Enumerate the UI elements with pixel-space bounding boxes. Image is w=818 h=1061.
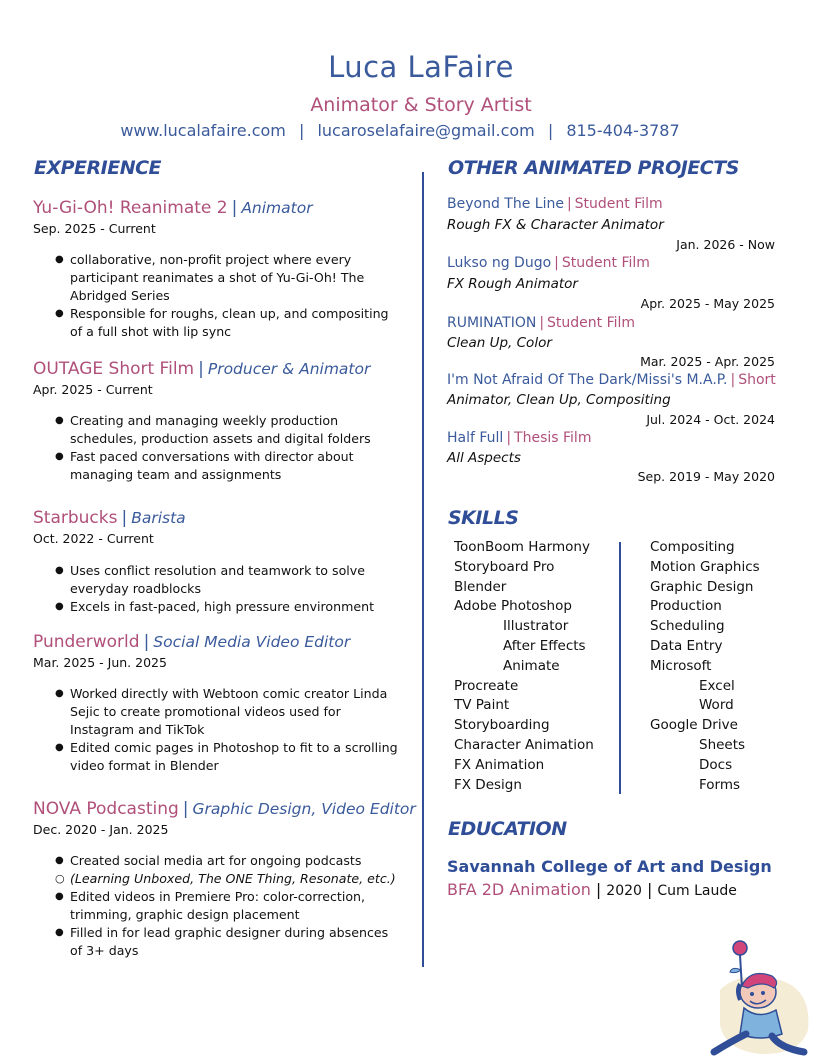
- skill-item: Data Entry: [650, 637, 723, 654]
- job-title: OUTAGE Short Film | Producer & Animator: [33, 359, 371, 379]
- bullet-item: ● Creating and managing weekly production schedules, production assets and digital folders: [55, 412, 400, 448]
- bullet-item: ● Fast paced conversations with director about managing team and assignments: [55, 448, 400, 484]
- job-title: Punderworld | Social Media Video Editor: [33, 632, 351, 652]
- bullet-item: ● Responsible for roughs, clean up, and compositing of a full shot with lip sync: [55, 305, 395, 341]
- project-role: Animator, Clean Up, Compositing: [447, 392, 671, 408]
- project-title: RUMINATION | Student Film: [447, 315, 636, 331]
- job-dates: Apr. 2025 - Current: [33, 382, 153, 397]
- job-dates: Mar. 2025 - Jun. 2025: [33, 655, 167, 670]
- project-role: FX Rough Animator: [447, 276, 578, 292]
- skill-subitem: After Effects: [503, 637, 586, 654]
- skill-item: FX Animation: [454, 756, 545, 773]
- resume-title: Animator & Story Artist: [310, 94, 532, 116]
- project-name: Beyond The Line: [447, 196, 564, 212]
- skill-subitem: Forms: [699, 776, 741, 793]
- project-kind: Thesis Film: [514, 430, 592, 446]
- projects-heading: OTHER ANIMATED PROJECTS: [448, 157, 739, 179]
- skill-item: Graphic Design: [650, 578, 754, 595]
- job-role: Barista: [131, 509, 186, 527]
- job-bullets: [55, 562, 385, 616]
- skill-item: Storyboarding: [454, 717, 550, 734]
- website-link[interactable]: www.lucalafaire.com: [120, 121, 286, 140]
- job-role: Animator: [241, 199, 313, 217]
- skill-subitem: Animate: [503, 657, 560, 674]
- skill-item: Blender: [454, 578, 507, 595]
- school-name: Savannah College of Art and Design: [447, 857, 772, 876]
- bullet-item: ● Filled in for lead graphic designer during absences of 3+ days: [55, 924, 400, 960]
- project-dates: Sep. 2019 - May 2020: [637, 469, 775, 484]
- project-kind: Short: [738, 372, 776, 388]
- skill-item: Microsoft: [650, 657, 712, 674]
- skill-item: Character Animation: [454, 736, 594, 753]
- skill-item: Motion Graphics: [650, 558, 760, 575]
- contact-line: [0, 121, 800, 140]
- project-title: Lukso ng Dugo | Student Film: [447, 255, 650, 271]
- degree-year: 2020: [606, 883, 642, 899]
- project-kind: Student Film: [561, 255, 650, 271]
- skill-item: Compositing: [650, 539, 735, 555]
- job-org: Yu-Gi-Oh! Reanimate 2: [33, 198, 228, 218]
- bullet-subitem: ○ (Learning Unboxed, The ONE Thing, Resonate, etc.): [55, 870, 400, 888]
- bullet-item: ● Excels in fast-paced, high pressure environment: [55, 598, 385, 616]
- skill-subitem: Sheets: [699, 736, 746, 753]
- job-dates: Dec. 2020 - Jan. 2025: [33, 822, 169, 837]
- skill-item: ToonBoom Harmony: [454, 539, 590, 555]
- degree-name: BFA 2D Animation: [447, 880, 591, 899]
- experience-heading: EXPERIENCE: [34, 157, 162, 179]
- job-bullets: [55, 852, 400, 960]
- job-bullets: [55, 685, 400, 775]
- project-name: Half Full: [447, 430, 504, 446]
- contact-separator: |: [547, 121, 554, 140]
- project-title: Beyond The Line | Student Film: [447, 196, 663, 212]
- skills-divider: [619, 542, 621, 794]
- skill-item: Production: [650, 598, 722, 615]
- skill-item: Procreate: [454, 677, 519, 694]
- project-kind: Student Film: [574, 196, 663, 212]
- project-title: I'm Not Afraid Of The Dark/Missi's M.A.P. | Short: [447, 372, 776, 388]
- skill-subitem: Word: [699, 697, 734, 714]
- bullet-item: ● Worked directly with Webtoon comic creator Linda Sejic to create promotional videos used for Instagram and TikTok: [55, 685, 400, 739]
- bullet-item: ● Uses conflict resolution and teamwork to solve everyday roadblocks: [55, 562, 385, 598]
- skill-item: Adobe Photoshop: [454, 598, 572, 615]
- project-dates: Jul. 2024 - Oct. 2024: [646, 412, 775, 427]
- skill-item: FX Design: [454, 776, 522, 793]
- skill-item: Storyboard Pro: [454, 558, 555, 575]
- project-kind: Student Film: [547, 315, 636, 331]
- job-role: Social Media Video Editor: [153, 633, 351, 651]
- contact-separator: |: [298, 121, 305, 140]
- project-name: I'm Not Afraid Of The Dark/Missi's M.A.P.: [447, 372, 728, 388]
- job-title: Starbucks | Barista: [33, 508, 186, 528]
- character-illustration-icon: [700, 930, 815, 1058]
- skills-right-column: [650, 538, 800, 795]
- project-role: Clean Up, Color: [447, 335, 552, 351]
- job-title: Yu-Gi-Oh! Reanimate 2 | Animator: [33, 198, 313, 218]
- project-title: Half Full | Thesis Film: [447, 430, 592, 446]
- skill-item: Google Drive: [650, 717, 738, 734]
- resume-name: Luca LaFaire: [328, 50, 514, 84]
- project-name: RUMINATION: [447, 315, 537, 331]
- project-role: All Aspects: [447, 450, 521, 466]
- bullet-item: ● Edited comic pages in Photoshop to fit to a scrolling video format in Blender: [55, 739, 400, 775]
- job-org: OUTAGE Short Film: [33, 359, 195, 379]
- project-dates: Apr. 2025 - May 2025: [640, 296, 775, 311]
- skill-item: Scheduling: [650, 618, 725, 635]
- degree-honors: Cum Laude: [657, 883, 737, 899]
- email-link[interactable]: lucaroselafaire@gmail.com: [317, 121, 535, 140]
- job-bullets: [55, 412, 400, 484]
- project-role: Rough FX & Character Animator: [447, 217, 664, 233]
- job-dates: Sep. 2025 - Current: [33, 221, 156, 236]
- job-org: Starbucks: [33, 508, 118, 528]
- skills-left-column: [454, 538, 619, 795]
- skills-heading: SKILLS: [448, 507, 519, 529]
- project-dates: Jan. 2026 - Now: [676, 237, 775, 252]
- bullet-item: ● Edited videos in Premiere Pro: color-correction, trimming, graphic design placement: [55, 888, 400, 924]
- job-dates: Oct. 2022 - Current: [33, 531, 154, 546]
- phone-number: 815-404-3787: [566, 121, 680, 140]
- column-divider: [422, 172, 424, 967]
- bullet-item: ● collaborative, non-profit project where every participant reanimates a shot of Yu-Gi-Oh! The Abridged Series: [55, 251, 395, 305]
- education-heading: EDUCATION: [448, 818, 567, 840]
- job-org: NOVA Podcasting: [33, 799, 179, 819]
- skill-item: TV Paint: [454, 697, 510, 714]
- project-dates: Mar. 2025 - Apr. 2025: [640, 354, 775, 369]
- degree-line: BFA 2D Animation | 2020 | Cum Laude: [447, 880, 737, 899]
- skill-subitem: Docs: [699, 756, 733, 773]
- skill-subitem: Excel: [699, 677, 735, 694]
- job-title: NOVA Podcasting | Graphic Design, Video Editor: [33, 799, 416, 819]
- job-role: Graphic Design, Video Editor: [192, 800, 416, 818]
- project-name: Lukso ng Dugo: [447, 255, 552, 271]
- bullet-item: ● Created social media art for ongoing podcasts: [55, 852, 400, 870]
- job-bullets: [55, 251, 395, 341]
- job-role: Producer & Animator: [207, 360, 371, 378]
- skill-subitem: Illustrator: [503, 618, 569, 635]
- job-org: Punderworld: [33, 632, 140, 652]
